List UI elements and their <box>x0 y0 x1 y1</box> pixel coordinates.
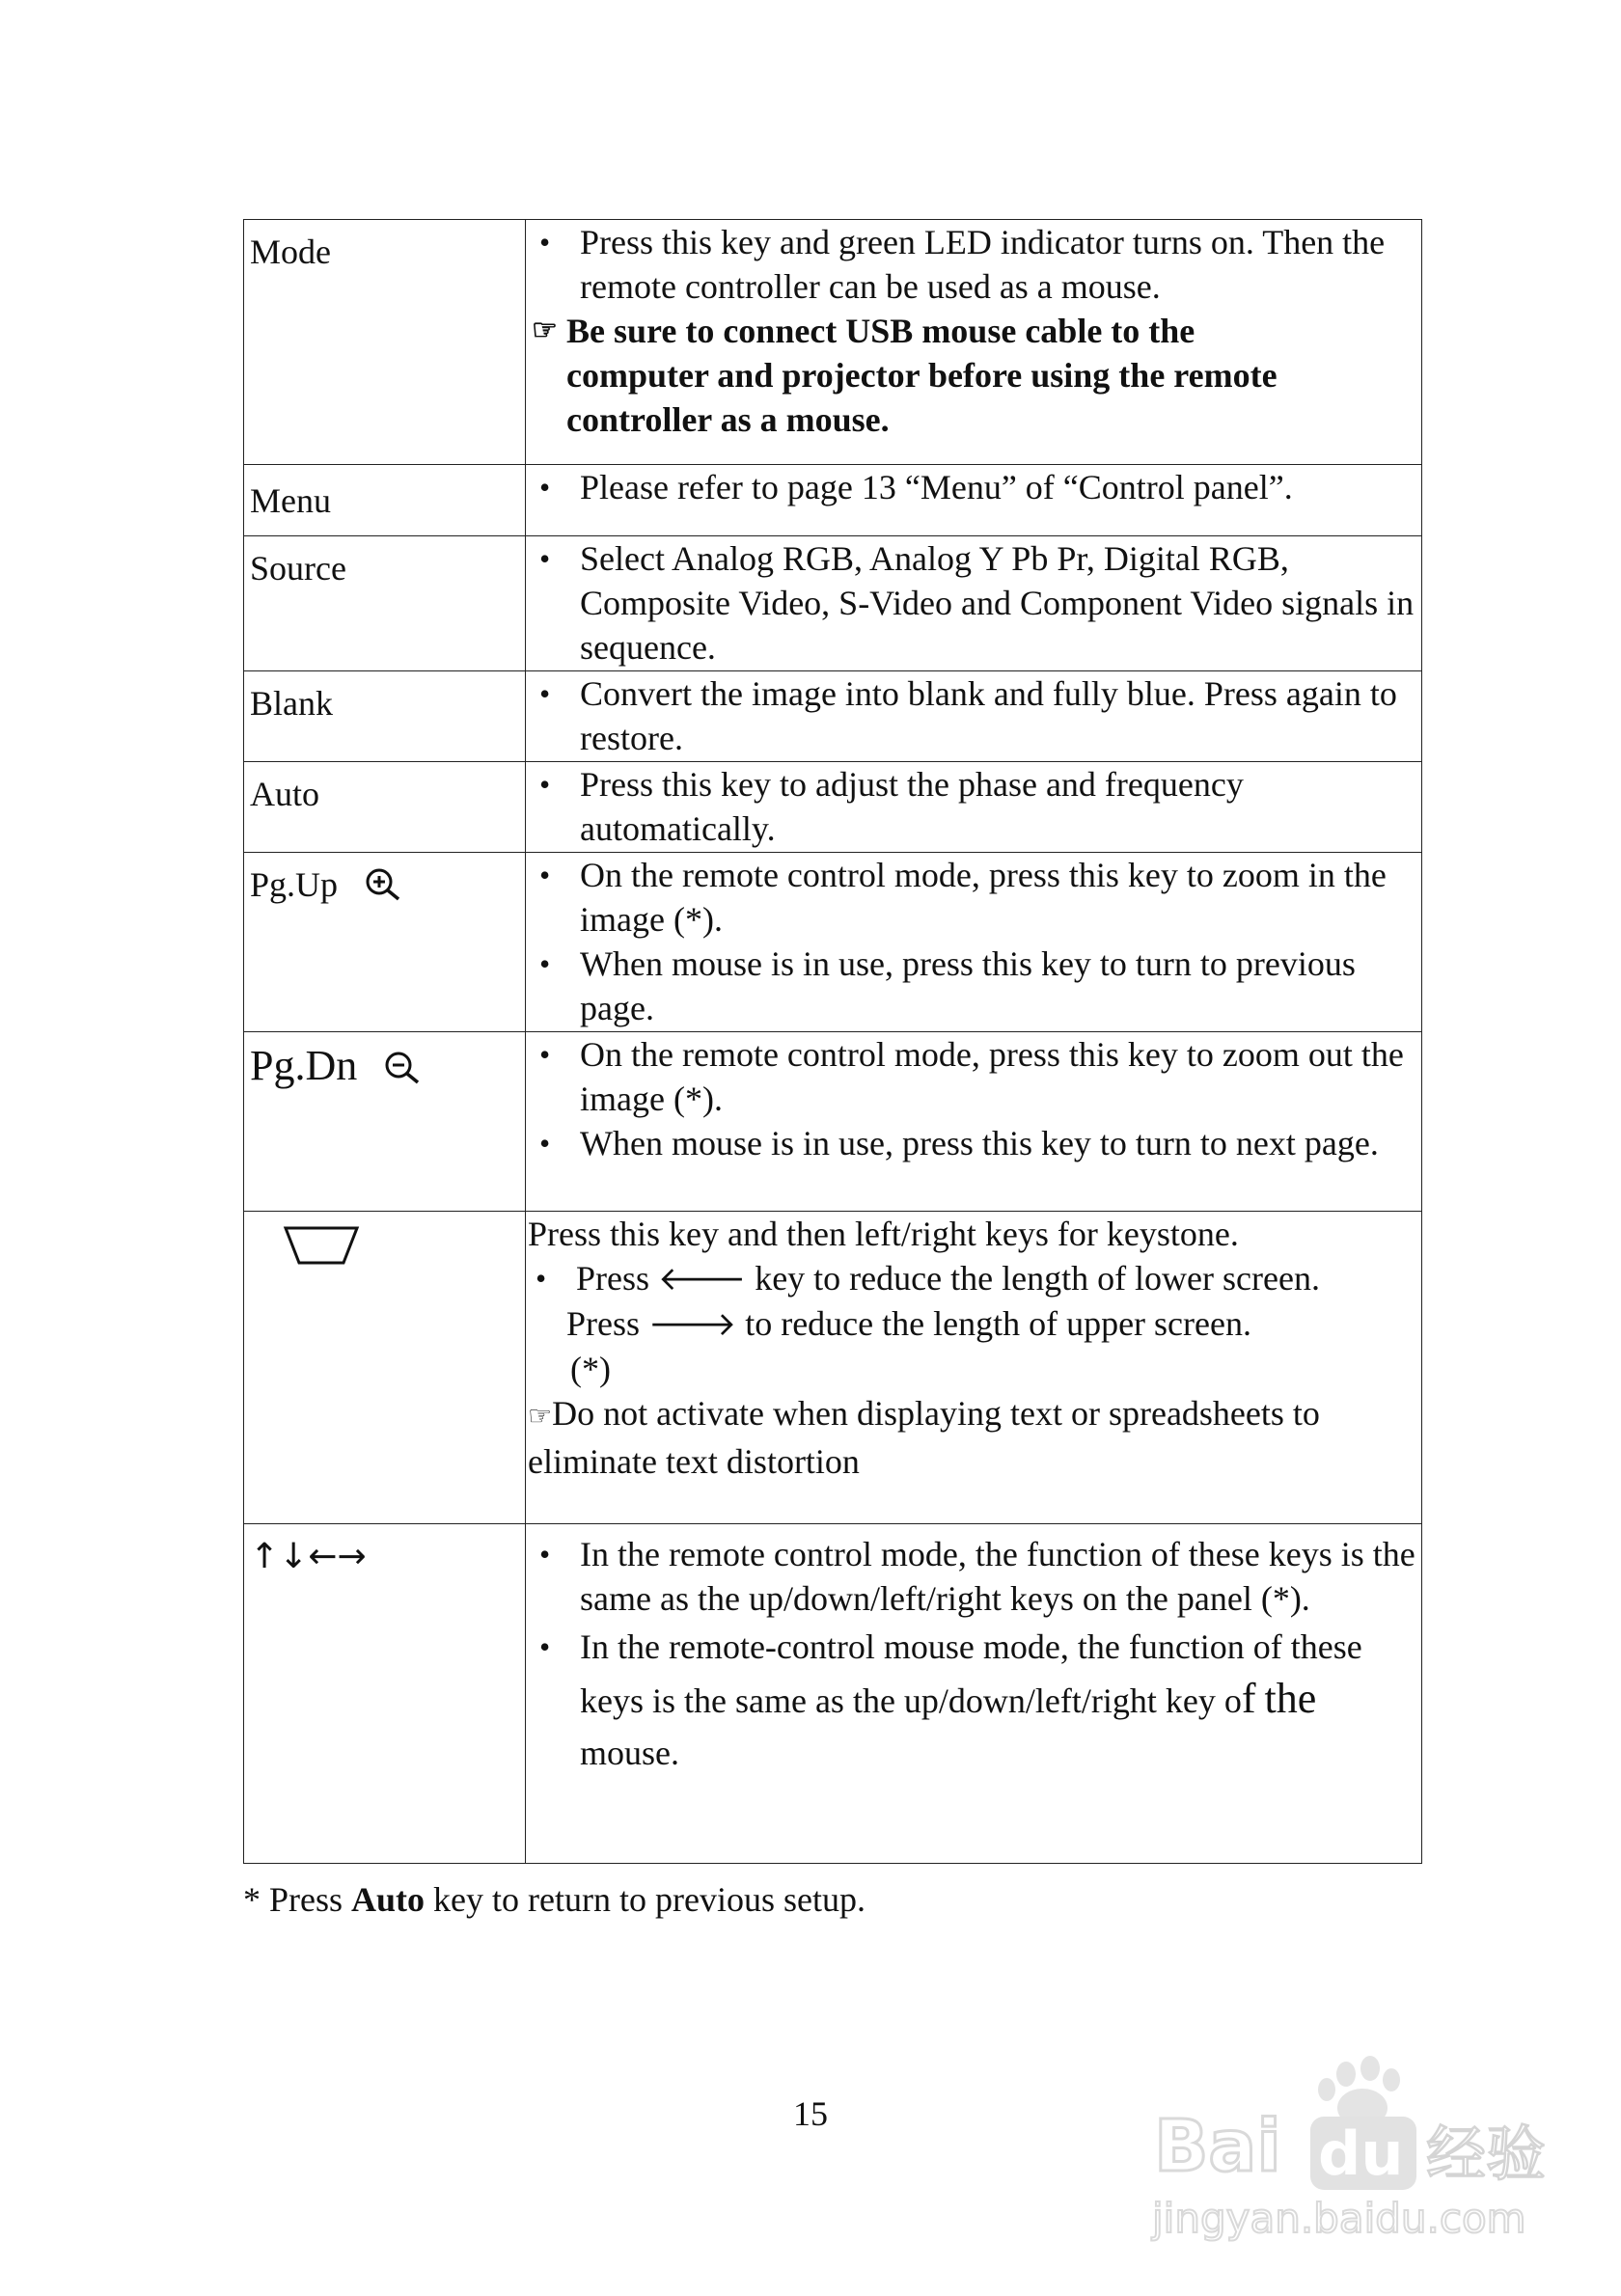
table-row <box>244 1524 1422 1864</box>
right-arrow-line <box>528 1301 1415 1347</box>
remote-keys-table <box>243 219 1422 1864</box>
list-item: • In the remote control mode, the function of these keys is the same as the up/down/left/right keys on the panel (*). <box>532 1532 1415 1621</box>
watermark-brand2: du <box>1318 2118 1404 2189</box>
list-item <box>532 1621 1415 1779</box>
description-cell <box>526 536 1422 671</box>
key-label: Pg.Up <box>250 865 339 904</box>
note-text: Do not activate when displaying text or spreadsheets to eliminate text distortion <box>528 1394 1320 1481</box>
pointing-hand-icon: ☞ <box>532 314 558 346</box>
key-cell <box>244 1212 526 1524</box>
description-cell <box>526 1032 1422 1212</box>
paw-logo-icon <box>1318 2056 1400 2127</box>
description-cell <box>526 1212 1422 1524</box>
footnote-prefix: * Press <box>243 1880 352 1919</box>
key-label: ↑↓←→ <box>250 1537 367 1576</box>
note-text: Be sure to connect USB mouse cable to the <box>566 312 1195 350</box>
key-cell <box>244 1524 526 1864</box>
key-label: Menu <box>250 481 331 520</box>
list-item: • Please refer to page 13 “Menu” of “Control panel”. <box>532 465 1415 509</box>
table-row <box>244 1032 1422 1212</box>
description-cell <box>526 671 1422 762</box>
press-text: Press <box>576 1259 650 1298</box>
description-cell <box>526 220 1422 465</box>
keystone-icon <box>283 1235 360 1273</box>
key-cell <box>244 671 526 762</box>
zoom-out-icon <box>383 1051 422 1096</box>
key-label: Blank <box>250 684 333 723</box>
table-row <box>244 853 1422 1032</box>
right-arrow-icon: 🡒 <box>648 1305 737 1344</box>
description-cell <box>526 465 1422 536</box>
list-item: • On the remote control mode, press this key to zoom out the image (*). <box>532 1032 1415 1121</box>
list-item: • Press this key and green LED indicator turns on. Then the remote controller can be used as a mouse. <box>532 220 1415 309</box>
watermark-brand: Bai <box>1154 2105 1281 2188</box>
table-row <box>244 1212 1422 1524</box>
page-number: 15 <box>793 2094 828 2133</box>
key-cell <box>244 465 526 536</box>
footnote <box>243 1877 865 1922</box>
key-label: Pg.Dn <box>250 1042 358 1089</box>
key-label: Source <box>250 549 346 588</box>
note <box>528 1391 1415 1484</box>
list-item-text: In the remote-control mouse mode, the function of these keys is the same as the up/down/left/right key o <box>580 1627 1362 1720</box>
description-cell <box>526 1524 1422 1864</box>
baidu-watermark <box>1148 2055 1563 2248</box>
list-item <box>528 1256 1415 1301</box>
key-cell <box>244 853 526 1032</box>
table-row <box>244 465 1422 536</box>
key-cell <box>244 220 526 465</box>
description-cell <box>526 762 1422 853</box>
pointing-hand-icon: ☞ <box>528 1402 553 1432</box>
asterisk-note: (*) <box>570 1350 611 1388</box>
right-arrow-text: to reduce the length of upper screen. <box>745 1304 1251 1343</box>
note-continuation: computer and projector before using the remote controller as a mouse. <box>566 356 1278 439</box>
keystone-intro: Press this key and then left/right keys for keystone. <box>528 1215 1239 1253</box>
table-row <box>244 671 1422 762</box>
footnote-suffix: key to return to previous setup. <box>425 1880 865 1919</box>
list-item-text: the <box>1264 1675 1317 1722</box>
key-label: Mode <box>250 232 331 271</box>
watermark-cn: 经验 <box>1426 2118 1547 2189</box>
key-cell <box>244 762 526 853</box>
key-cell <box>244 536 526 671</box>
list-item: • Convert the image into blank and fully blue. Press again to restore. <box>532 671 1415 760</box>
left-arrow-icon: 🡐 <box>658 1260 747 1298</box>
list-item: • Select Analog RGB, Analog Y Pb Pr, Digital RGB, Composite Video, S-Video and Component Video signals in sequence. <box>532 536 1415 670</box>
list-item-text: mouse. <box>580 1734 679 1772</box>
key-label: Auto <box>250 775 319 813</box>
table-row <box>244 220 1422 465</box>
list-item-text: f <box>1241 1675 1256 1722</box>
left-arrow-text: key to reduce the length of lower screen. <box>755 1259 1320 1298</box>
key-cell <box>244 1032 526 1212</box>
list-item: • When mouse is in use, press this key to turn to previous page. <box>532 942 1415 1030</box>
footnote-bold: Auto <box>351 1880 426 1919</box>
description-cell <box>526 853 1422 1032</box>
list-item: • On the remote control mode, press this key to zoom in the image (*). <box>532 853 1415 942</box>
list-item: • When mouse is in use, press this key to turn to next page. <box>532 1121 1415 1165</box>
zoom-in-icon <box>364 867 402 913</box>
table-row <box>244 762 1422 853</box>
watermark-url: jingyan.baidu.com <box>1152 2195 1526 2242</box>
press-text: Press <box>566 1304 641 1343</box>
table-row <box>244 536 1422 671</box>
list-item: • Press this key to adjust the phase and frequency automatically. <box>532 762 1415 851</box>
note <box>532 309 1415 353</box>
